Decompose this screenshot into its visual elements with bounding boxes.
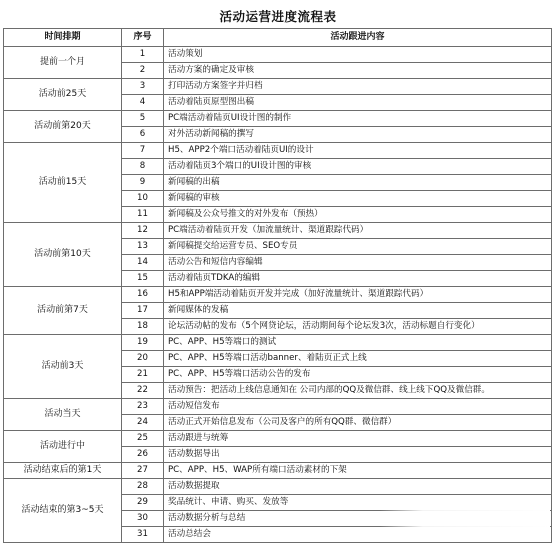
activity-cell: 活动策划 — [164, 47, 552, 63]
activity-cell: 活动着陆页原型图出稿 — [164, 95, 552, 111]
period-cell: 活动前3天 — [4, 335, 122, 399]
activity-cell: PC、APP、H5、WAP所有端口活动素材的下架 — [164, 463, 552, 479]
step-number-cell: 8 — [122, 159, 164, 175]
activity-cell: 活动总结会 — [164, 527, 552, 543]
activity-cell: 活动数据导出 — [164, 447, 552, 463]
step-number-cell: 31 — [122, 527, 164, 543]
step-number-cell: 25 — [122, 431, 164, 447]
step-number-cell: 23 — [122, 399, 164, 415]
activity-cell: 新闻稿及公众号推文的对外发布（预热） — [164, 207, 552, 223]
watermark-mask — [380, 504, 550, 530]
activity-cell: 新闻稿提交给运营专员、SEO专员 — [164, 239, 552, 255]
step-number-cell: 12 — [122, 223, 164, 239]
step-number-cell: 22 — [122, 383, 164, 399]
table-row — [4, 223, 552, 239]
table-header-row — [4, 29, 552, 47]
step-number-cell: 20 — [122, 351, 164, 367]
header-number: 序号 — [122, 29, 164, 47]
period-cell: 活动进行中 — [4, 431, 122, 463]
step-number-cell: 1 — [122, 47, 164, 63]
period-cell: 活动结束后的第1天 — [4, 463, 122, 479]
period-cell: 活动前25天 — [4, 79, 122, 111]
activity-cell: 活动着陆页TDKA的编辑 — [164, 271, 552, 287]
period-cell: 活动前15天 — [4, 143, 122, 223]
step-number-cell: 11 — [122, 207, 164, 223]
table-row — [4, 79, 552, 95]
period-cell: 活动前第20天 — [4, 111, 122, 143]
step-number-cell: 18 — [122, 319, 164, 335]
activity-cell: 论坛活动帖的发布（5个网贷论坛，活动期间每个论坛发3次，活动标题自行变化） — [164, 319, 552, 335]
step-number-cell: 24 — [122, 415, 164, 431]
activity-cell: H5、APP2个端口活动着陆页UI的设计 — [164, 143, 552, 159]
activity-cell: PC、APP、H5等端口的测试 — [164, 335, 552, 351]
activity-cell: 活动方案的确定及审核 — [164, 63, 552, 79]
activity-cell: 新闻稿的出稿 — [164, 175, 552, 191]
period-cell: 活动前第10天 — [4, 223, 122, 287]
activity-cell: 活动正式开始信息发布（公司及客户的所有QQ群、微信群） — [164, 415, 552, 431]
step-number-cell: 28 — [122, 479, 164, 495]
step-number-cell: 30 — [122, 511, 164, 527]
step-number-cell: 13 — [122, 239, 164, 255]
step-number-cell: 4 — [122, 95, 164, 111]
activity-cell: 新闻媒体的发稿 — [164, 303, 552, 319]
activity-cell: PC、APP、H5等端口活动banner、着陆页正式上线 — [164, 351, 552, 367]
header-period: 时间排期 — [4, 29, 122, 47]
activity-cell: PC端活动着陆页UI设计图的制作 — [164, 111, 552, 127]
table-row — [4, 287, 552, 303]
table-row — [4, 47, 552, 63]
step-number-cell: 26 — [122, 447, 164, 463]
step-number-cell: 29 — [122, 495, 164, 511]
step-number-cell: 2 — [122, 63, 164, 79]
activity-cell: PC、APP、H5等端口活动公告的发布 — [164, 367, 552, 383]
step-number-cell: 21 — [122, 367, 164, 383]
period-cell: 活动前第7天 — [4, 287, 122, 335]
activity-cell: 活动公告和短信内容编辑 — [164, 255, 552, 271]
table-row — [4, 431, 552, 447]
activity-cell: 活动短信发布 — [164, 399, 552, 415]
table-row — [4, 463, 552, 479]
table-row — [4, 111, 552, 127]
activity-cell: PC端活动着陆页开发（加流量统计、渠道跟踪代码） — [164, 223, 552, 239]
step-number-cell: 17 — [122, 303, 164, 319]
step-number-cell: 10 — [122, 191, 164, 207]
step-number-cell: 7 — [122, 143, 164, 159]
activity-cell: 对外活动新闻稿的撰写 — [164, 127, 552, 143]
activity-cell: 活动预告：把活动上线信息通知在 公司内部的QQ及微信群、线上线下QQ及微信群。 — [164, 383, 552, 399]
page-title: 活动运营进度流程表 — [219, 9, 337, 24]
period-cell: 提前一个月 — [4, 47, 122, 79]
activity-cell: 打印活动方案签字并归档 — [164, 79, 552, 95]
header-content: 活动跟进内容 — [164, 29, 552, 47]
step-number-cell: 9 — [122, 175, 164, 191]
activity-cell: 新闻稿的审核 — [164, 191, 552, 207]
step-number-cell: 5 — [122, 111, 164, 127]
activity-cell: 活动数据提取 — [164, 479, 552, 495]
activity-cell: H5和APP端活动着陆页开发并完成（加好流量统计、渠道跟踪代码） — [164, 287, 552, 303]
schedule-table — [3, 28, 552, 543]
step-number-cell: 3 — [122, 79, 164, 95]
step-number-cell: 14 — [122, 255, 164, 271]
period-cell: 活动结束的第3~5天 — [4, 479, 122, 543]
table-body — [4, 47, 552, 543]
table-row — [4, 479, 552, 495]
activity-cell: 活动着陆页3个端口的UI设计图的审核 — [164, 159, 552, 175]
activity-cell: 奖品统计、申请、购买、发放等 — [164, 495, 552, 511]
table-row — [4, 399, 552, 415]
step-number-cell: 27 — [122, 463, 164, 479]
step-number-cell: 15 — [122, 271, 164, 287]
step-number-cell: 19 — [122, 335, 164, 351]
step-number-cell: 6 — [122, 127, 164, 143]
period-cell: 活动当天 — [4, 399, 122, 431]
table-row — [4, 335, 552, 351]
activity-cell: 活动跟进与统筹 — [164, 431, 552, 447]
step-number-cell: 16 — [122, 287, 164, 303]
activity-cell: 活动数据分析与总结 — [164, 511, 552, 527]
table-row — [4, 143, 552, 159]
